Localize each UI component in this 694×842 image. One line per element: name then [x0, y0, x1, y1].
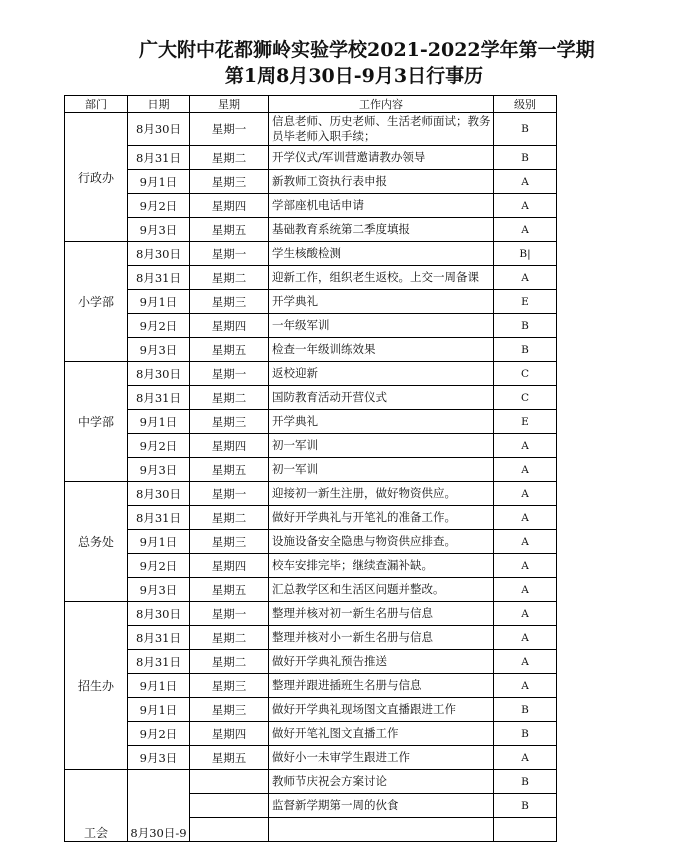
grade-cell: A: [494, 602, 557, 626]
work-cell: 整理并核对小一新生名册与信息: [269, 626, 494, 650]
date-cell: 9月3日: [128, 458, 190, 482]
work-cell: 汇总教学区和生活区问题并整改。: [269, 578, 494, 602]
weekday-cell: 星期一: [190, 242, 269, 266]
table-row: [65, 314, 557, 338]
date-cell: 8月31日: [128, 506, 190, 530]
work-cell: 基础教育系统第二季度填报: [269, 218, 494, 242]
weekday-cell: 星期五: [190, 746, 269, 770]
grade-cell: A: [494, 554, 557, 578]
header-weekday: 星期: [190, 96, 269, 113]
weekday-cell: 星期三: [190, 410, 269, 434]
table-row: [65, 746, 557, 770]
weekday-cell: 星期二: [190, 146, 269, 170]
table-row: [65, 218, 557, 242]
work-cell: 返校迎新: [269, 362, 494, 386]
weekday-cell: 星期一: [190, 482, 269, 506]
work-cell: 整理并跟进插班生名册与信息: [269, 674, 494, 698]
table-row: [65, 242, 557, 266]
date-cell: 9月3日: [128, 338, 190, 362]
weekday-cell: 星期五: [190, 458, 269, 482]
table-row: [65, 626, 557, 650]
work-cell: 迎接初一新生注册，做好物资供应。: [269, 482, 494, 506]
table-row: [65, 410, 557, 434]
work-cell: 教师节庆祝会方案讨论: [269, 770, 494, 794]
grade-cell: C: [494, 386, 557, 410]
grade-cell: A: [494, 194, 557, 218]
table-row: [65, 602, 557, 626]
date-cell: 9月2日: [128, 194, 190, 218]
date-cell: 9月1日: [128, 698, 190, 722]
grade-cell: A: [494, 482, 557, 506]
date-cell: 9月2日: [128, 554, 190, 578]
weekday-cell: 星期五: [190, 578, 269, 602]
grade-cell: A: [494, 746, 557, 770]
weekday-cell: [190, 770, 269, 794]
date-cell: 8月30日: [128, 602, 190, 626]
grade-cell: B: [494, 338, 557, 362]
work-cell: 初一军训: [269, 458, 494, 482]
table-row: [65, 650, 557, 674]
grade-cell: A: [494, 218, 557, 242]
dept-cell: 行政办: [65, 113, 128, 242]
weekday-cell: 星期五: [190, 338, 269, 362]
grade-cell: B: [494, 113, 557, 146]
header-row: [65, 96, 557, 113]
work-cell: 信息老师、历史老师、生活老师面试；教务员毕老师入职手续；: [269, 113, 494, 146]
work-cell: 迎新工作，组织老生返校。上交一周备课: [269, 266, 494, 290]
table-row: [65, 554, 557, 578]
weekday-cell: 星期三: [190, 530, 269, 554]
grade-cell: [494, 818, 557, 842]
weekday-cell: 星期二: [190, 386, 269, 410]
grade-cell: B: [494, 314, 557, 338]
title-area: [0, 0, 694, 95]
date-cell: 9月1日: [128, 290, 190, 314]
work-cell: 做好开学典礼预告推送: [269, 650, 494, 674]
table-row: [65, 506, 557, 530]
dept-cell: 中学部: [65, 362, 128, 482]
work-cell: 开学典礼: [269, 290, 494, 314]
table-row: [65, 170, 557, 194]
work-cell: 设施设备安全隐患与物资供应排查。: [269, 530, 494, 554]
date-cell: 8月31日: [128, 650, 190, 674]
date-cell: 9月3日: [128, 746, 190, 770]
table-row: [65, 113, 557, 146]
weekday-cell: 星期二: [190, 506, 269, 530]
table-row: [65, 386, 557, 410]
weekday-cell: 星期二: [190, 626, 269, 650]
weekday-cell: [190, 818, 269, 842]
grade-cell: E: [494, 290, 557, 314]
grade-cell: B: [494, 722, 557, 746]
table-row: [65, 674, 557, 698]
work-cell: 学部座机电话申请: [269, 194, 494, 218]
dept-cell: 工会: [65, 770, 128, 842]
date-cell: 8月31日: [128, 146, 190, 170]
grade-cell: E: [494, 410, 557, 434]
table-row: [65, 770, 557, 794]
header-dept: 部门: [65, 96, 128, 113]
work-cell: 做好小一未审学生跟进工作: [269, 746, 494, 770]
table-row: [65, 146, 557, 170]
table-row: [65, 362, 557, 386]
work-cell: 校车安排完毕；继续查漏补缺。: [269, 554, 494, 578]
header-work: 工作内容: [269, 96, 494, 113]
weekday-cell: 星期三: [190, 674, 269, 698]
date-cell: 9月1日: [128, 410, 190, 434]
date-cell: 9月1日: [128, 674, 190, 698]
work-cell: [269, 818, 494, 842]
work-cell: 开学仪式/军训营邀请教办领导: [269, 146, 494, 170]
weekday-cell: 星期五: [190, 218, 269, 242]
table-row: [65, 482, 557, 506]
table-row: [65, 578, 557, 602]
grade-cell: A: [494, 506, 557, 530]
grade-cell: A: [494, 266, 557, 290]
weekday-cell: 星期四: [190, 554, 269, 578]
date-cell: 9月2日: [128, 434, 190, 458]
weekday-cell: 星期一: [190, 602, 269, 626]
date-cell: 8月30日: [128, 482, 190, 506]
schedule-table: [64, 95, 557, 842]
grade-cell: A: [494, 530, 557, 554]
work-cell: 监督新学期第一周的伙食: [269, 794, 494, 818]
date-cell: 9月2日: [128, 314, 190, 338]
grade-cell: A: [494, 170, 557, 194]
weekday-cell: 星期二: [190, 650, 269, 674]
date-cell: 8月31日: [128, 386, 190, 410]
table-row: [65, 266, 557, 290]
header-grade: 级别: [494, 96, 557, 113]
table-row: [65, 530, 557, 554]
grade-cell: A: [494, 626, 557, 650]
date-span-cell: 8月30日-9: [128, 770, 190, 842]
date-cell: 8月31日: [128, 266, 190, 290]
dept-cell: 总务处: [65, 482, 128, 602]
grade-cell: A: [494, 674, 557, 698]
weekday-cell: [190, 794, 269, 818]
table-row: [65, 722, 557, 746]
weekday-cell: 星期四: [190, 194, 269, 218]
weekday-cell: 星期三: [190, 698, 269, 722]
grade-cell: B: [494, 794, 557, 818]
work-cell: 初一军训: [269, 434, 494, 458]
work-cell: 一年级军训: [269, 314, 494, 338]
weekday-cell: 星期四: [190, 722, 269, 746]
weekday-cell: 星期一: [190, 113, 269, 146]
date-cell: 8月30日: [128, 113, 190, 146]
table-row: [65, 338, 557, 362]
date-cell: 9月3日: [128, 218, 190, 242]
grade-cell: C: [494, 362, 557, 386]
date-cell: 8月30日: [128, 242, 190, 266]
date-cell: 9月3日: [128, 578, 190, 602]
document-subtitle: 第1周8月30日-9月3日行事历: [224, 65, 484, 87]
weekday-cell: 星期一: [190, 362, 269, 386]
grade-cell: B: [494, 770, 557, 794]
weekday-cell: 星期三: [190, 290, 269, 314]
work-cell: 学生核酸检测: [269, 242, 494, 266]
grade-cell: A: [494, 578, 557, 602]
table-row: [65, 194, 557, 218]
document-title: 广大附中花都狮岭实验学校2021-2022学年第一学期: [139, 39, 595, 61]
weekday-cell: 星期三: [190, 170, 269, 194]
date-cell: 8月30日: [128, 362, 190, 386]
dept-cell: 小学部: [65, 242, 128, 362]
date-cell: 8月31日: [128, 626, 190, 650]
weekday-cell: 星期二: [190, 266, 269, 290]
grade-cell: B|: [494, 242, 557, 266]
date-cell: 9月2日: [128, 722, 190, 746]
grade-cell: A: [494, 434, 557, 458]
work-cell: 整理并核对初一新生名册与信息: [269, 602, 494, 626]
work-cell: 开学典礼: [269, 410, 494, 434]
work-cell: 国防教育活动开营仪式: [269, 386, 494, 410]
grade-cell: B: [494, 698, 557, 722]
work-cell: 做好开学典礼与开笔礼的准备工作。: [269, 506, 494, 530]
header-date: 日期: [128, 96, 190, 113]
work-cell: 新教师工资执行表申报: [269, 170, 494, 194]
weekday-cell: 星期四: [190, 434, 269, 458]
dept-cell: 招生办: [65, 602, 128, 770]
table-row: [65, 458, 557, 482]
work-cell: 做好开学典礼现场图文直播跟进工作: [269, 698, 494, 722]
table-row: [65, 698, 557, 722]
work-cell: 做好开笔礼图文直播工作: [269, 722, 494, 746]
date-cell: 9月1日: [128, 530, 190, 554]
work-cell: 检查一年级训练效果: [269, 338, 494, 362]
date-cell: 9月1日: [128, 170, 190, 194]
grade-cell: A: [494, 650, 557, 674]
grade-cell: B: [494, 146, 557, 170]
weekday-cell: 星期四: [190, 314, 269, 338]
grade-cell: A: [494, 458, 557, 482]
table-row: [65, 434, 557, 458]
table-row: [65, 290, 557, 314]
